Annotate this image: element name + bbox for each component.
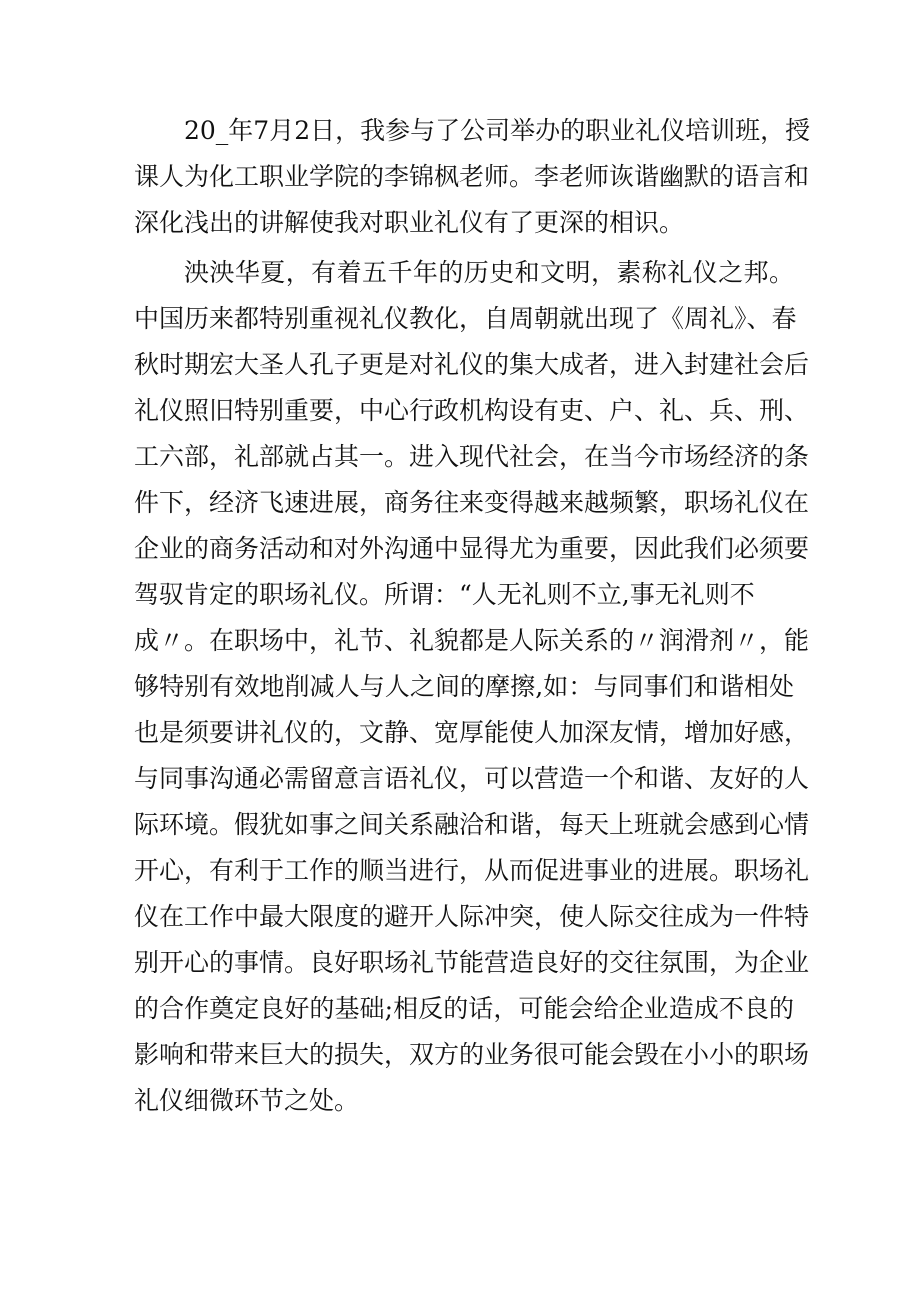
paragraph-1	[134, 108, 811, 246]
paragraph-line: 20_年7月2日，我参与了公司举办的职业礼仪培训班，授	[184, 116, 811, 145]
paragraph-line: 影响和带来巨大的损失，双方的业务很可能会毁在小小的职场	[134, 1040, 810, 1069]
paragraph-2	[134, 250, 810, 1124]
paragraph-line: 也是须要讲礼仪的，文静、宽厚能使人加深友情，增加好感，	[134, 718, 810, 747]
paragraph-line: 的合作奠定良好的基础;相反的话，可能会给企业造成不良的	[134, 994, 794, 1023]
paragraph-line: 工六部，礼部就占其一。进入现代社会，在当今市场经济的条	[134, 442, 810, 471]
paragraph-line: 与同事沟通必需留意言语礼仪，可以营造一个和谐、友好的人	[134, 764, 810, 793]
paragraph-line: 礼仪细微环节之处。	[134, 1086, 360, 1115]
paragraph-line: 际环境。假犹如事之间关系融洽和谐，每天上班就会感到心情	[134, 810, 810, 839]
paragraph-line: 秋时期宏大圣人孔子更是对礼仪的集大成者，进入封建社会后	[134, 350, 810, 379]
document-body	[134, 108, 811, 1124]
paragraph-line: 泱泱华夏，有着五千年的历史和文明，素称礼仪之邦。	[184, 258, 794, 287]
paragraph-line: 中国历来都特别重视礼仪教化，自周朝就出现了《周礼》、春	[134, 304, 797, 333]
paragraph-line: 课人为化工职业学院的李锦枫老师。李老师诙谐幽默的语言和	[134, 162, 810, 191]
paragraph-line: 礼仪照旧特别重要，中心行政机构设有吏、户、礼、兵、刑、	[134, 396, 810, 425]
paragraph-line: 驾驭肯定的职场礼仪。所谓：“人无礼则不立,事无礼则不	[134, 580, 755, 609]
paragraph-line: 件下，经济飞速进展，商务往来变得越来越频繁，职场礼仪在	[134, 488, 810, 517]
paragraph-line: 够特别有效地削减人与人之间的摩擦,如：与同事们和谐相处	[134, 672, 794, 701]
paragraph-line: 深化浅出的讲解使我对职业礼仪有了更深的相识。	[134, 208, 685, 237]
paragraph-line: 开心，有利于工作的顺当进行，从而促进事业的进展。职场礼	[134, 856, 810, 885]
paragraph-line: 别开心的事情。良好职场礼节能营造良好的交往氛围，为企业	[134, 948, 810, 977]
paragraph-line: 成〃。在职场中，礼节、礼貌都是人际关系的〃润滑剂〃，能	[134, 626, 810, 655]
paragraph-line: 企业的商务活动和对外沟通中显得尤为重要，因此我们必须要	[134, 534, 810, 563]
paragraph-line: 仪在工作中最大限度的避开人际冲突，使人际交往成为一件特	[134, 902, 810, 931]
